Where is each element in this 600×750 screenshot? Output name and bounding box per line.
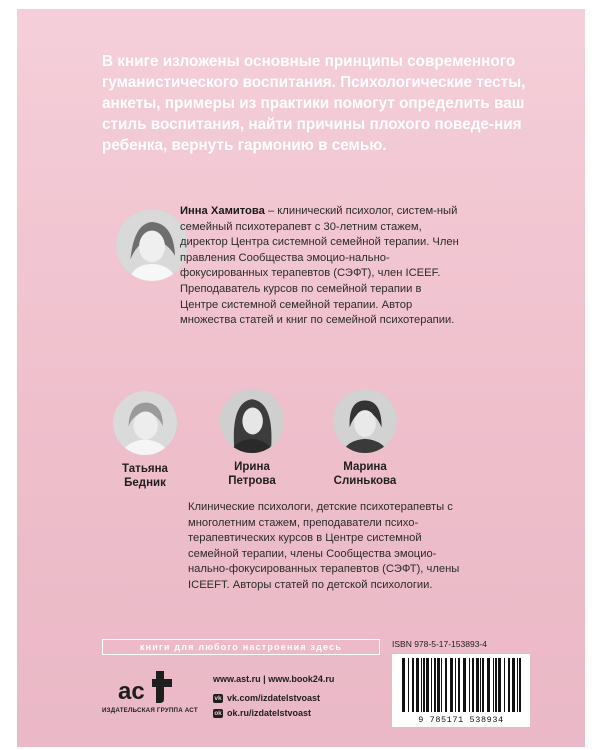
barcode-bar — [476, 658, 479, 712]
barcode-number: 9 785171 538934 — [418, 715, 504, 725]
coauthor-last-name: Слинькова — [333, 475, 397, 487]
coauthor-first-name: Татьяна — [122, 463, 168, 475]
main-author-bio-text: – клинический психолог, систем-ный семейный психотерапевт с 30-летним стажем, директор Центра системной семейной терапии. Член правления Сообщества эмоцио-нально-фокусированных терапевтов (СЭФТ), член ICEEF. Преподаватель курсов по семейной терапии в Центре системной семейной терапии. Автор множества статей и книг по семейной психотерапии. — [180, 205, 459, 327]
barcode-bar — [517, 658, 518, 712]
coauthor-photo-3 — [333, 389, 397, 453]
barcode-bars-icon — [392, 654, 530, 714]
slogan-banner — [102, 639, 380, 655]
coauthor-photo-2 — [220, 389, 284, 453]
social-link-text: ok.ru/izdatelstvoast — [227, 708, 312, 718]
barcode-bar — [512, 658, 515, 712]
book-description: В книге изложены основные принципы современного гуманистического воспитания. Психологические тесты, анкеты, примеры из практики помогут определить ваш стиль воспитания, найти причины плохого поведе-ния ребенка, вернуть гармонию в семью. — [102, 53, 526, 154]
barcode-bar — [434, 658, 436, 712]
barcode-bar — [493, 658, 494, 712]
barcode-bar — [445, 658, 447, 712]
author-photo-main — [116, 209, 188, 281]
book-back-cover — [17, 9, 585, 747]
barcode-bar — [441, 658, 442, 712]
portrait-icon — [116, 209, 188, 281]
barcode-bar — [487, 658, 490, 712]
publisher-caption: ИЗДАТЕЛЬСКАЯ ГРУППА АСТ — [102, 707, 198, 714]
coauthors-bio: Клинические психологи, детские психотерапевты с многолетним стажем, преподаватели психо-терапевтических курсов в Центре системной семейной терапии, члены Сообщества эмоцио-нально-фокусированных терапевтов (СЭФТ), члены ICEEFT. Авторы статей по детской психологии. — [188, 501, 460, 591]
ast-logo-icon — [116, 665, 178, 705]
logo-text: ac — [118, 678, 145, 705]
barcode — [392, 654, 530, 727]
barcode-bar — [426, 658, 429, 712]
barcode-bar — [458, 658, 460, 712]
barcode-bar — [423, 658, 425, 712]
barcode-bar — [431, 658, 432, 712]
portrait-icon — [220, 389, 284, 453]
coauthor-last-name: Петрова — [228, 475, 276, 487]
barcode-bar — [450, 658, 453, 712]
publisher-logo — [102, 665, 198, 714]
barcode-bar — [469, 658, 470, 712]
barcode-bar — [519, 658, 521, 712]
coauthor-name-3 — [315, 460, 415, 488]
main-author-name: Инна Хамитова — [180, 205, 265, 217]
barcode-bar — [472, 658, 474, 712]
coauthor-name-1 — [95, 462, 195, 490]
portrait-icon — [333, 389, 397, 453]
barcode-bar — [498, 658, 501, 712]
portrait-icon — [113, 391, 177, 455]
coauthor-name-2 — [202, 460, 302, 488]
publisher-links — [213, 674, 388, 723]
barcode-bar — [482, 658, 484, 712]
social-link-vk[interactable] — [213, 693, 388, 703]
barcode-bar — [402, 658, 405, 712]
barcode-bar — [463, 658, 466, 712]
isbn-label: ISBN 978-5-17-153893-4 — [392, 639, 487, 649]
barcode-bar — [504, 658, 505, 712]
barcode-bar — [480, 658, 481, 712]
coauthor-first-name: Марина — [343, 461, 387, 473]
barcode-bar — [455, 658, 456, 712]
barcode-bar — [495, 658, 497, 712]
coauthor-last-name: Бедник — [124, 477, 166, 489]
barcode-bar — [416, 658, 419, 712]
barcode-bar — [412, 658, 414, 712]
barcode-bar — [508, 658, 510, 712]
vk-icon: vk — [214, 694, 222, 702]
main-author-bio — [180, 204, 460, 329]
barcode-bar — [408, 658, 409, 712]
slogan-text: книги для любого настроения здесь — [139, 642, 343, 652]
ok-icon: ok — [214, 709, 222, 717]
barcode-bar — [421, 658, 422, 712]
coauthor-first-name: Ирина — [234, 461, 270, 473]
social-link-text: vk.com/izdatelstvoast — [227, 693, 321, 703]
publisher-sites[interactable]: www.ast.ru | www.book24.ru — [213, 674, 335, 684]
coauthor-photo-1 — [113, 391, 177, 455]
barcode-bar — [437, 658, 440, 712]
social-link-ok[interactable] — [213, 708, 388, 718]
